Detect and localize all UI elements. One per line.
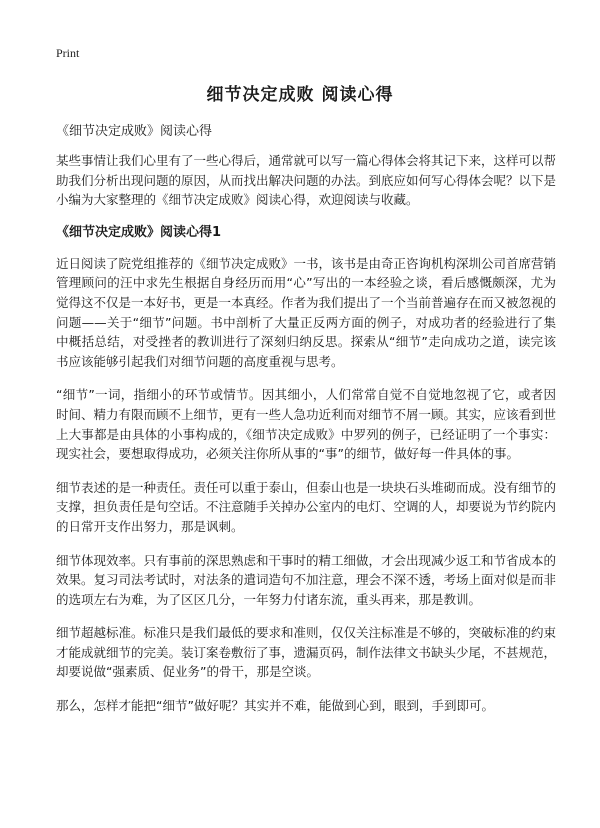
body-paragraph: 细节超越标准。标准只是我们最低的要求和准则，仅仅关注标准是不够的，突破标准的约束才能成就细节的完美。装订案卷敷衍了事，遗漏页码，制作法律文书缺头少尾，不甚规范，却要说做“强素质、促业务”的骨干，那是空谈。: [56, 625, 557, 680]
body-paragraph: 那么，怎样才能把“细节”做好呢？其实并不难，能做到心到，眼到，手到即可。: [56, 698, 494, 714]
print-link[interactable]: Print: [56, 46, 80, 60]
body-paragraph: 近日阅读了院党组推荐的《细节决定成败》一书，该书是由奇正咨询机构深圳公司首席营销管理顾问的汪中求先生根据自身经历而用“心”写出的一本经验之谈，看后感慨颇深，尤为觉得这不仅是一本好书，更是一本真经。作者为我们提出了一个当前普遍存在而又被忽视的问题——关于“细节”问题。书中剖析了大量正反两方面的例子，对成功者的经验进行了集中概括总结，对受挫者的教训进行了深刻归纳反思。探索从“细节”走向成功之道，读完该书应该能够引起我们对细节问题的高度重视与思考。: [56, 255, 557, 369]
section-heading: 《细节决定成败》阅读心得1: [56, 224, 222, 240]
page-title: 细节决定成败 阅读心得: [206, 85, 394, 105]
body-paragraph: 细节表述的是一种责任。责任可以重于泰山，但泰山也是一块块石头堆砌而成。没有细节的支撑，担负责任是句空话。不注意随手关掉办公室内的电灯、空调的人，却要说为节约院内的日常开支作出努力，那是讽刺。: [56, 479, 557, 534]
article-subtitle: 《细节决定成败》阅读心得: [56, 124, 213, 139]
article-body: [56, 151, 556, 730]
intro-paragraph: 某些事情让我们心里有了一些心得后，通常就可以写一篇心得体会将其记下来，这样可以帮助我们分析出现问题的原因，从而找出解决问题的办法。到底应如何写心得体会呢？以下是小编为大家整理的《细节决定成败》阅读心得，欢迎阅读与收藏。: [56, 153, 557, 208]
body-paragraph: 细节体现效率。只有事前的深思熟虑和干事时的精工细做，才会出现减少返工和节省成本的效果。复习司法考试时，对法条的遣词造句不加注意，理会不深不透，考场上面对似是而非的选项左右为难，为了区区几分，一年努力付诸东流，重头再来，那是教训。: [56, 552, 557, 607]
body-paragraph: “细节”一词，指细小的环节或情节。因其细小，人们常常自觉不自觉地忽视了它，或者因时间、精力有限而顾不上细节，更有一些人急功近利而对细节不屑一顾。其实，应该看到世上大事都是由具体的小事构成的，《细节决定成败》中罗列的例子，已经证明了一个事实：现实社会，要想取得成功，必须关注你所从事的“事”的细节，做好每一件具体的事。: [56, 387, 557, 462]
